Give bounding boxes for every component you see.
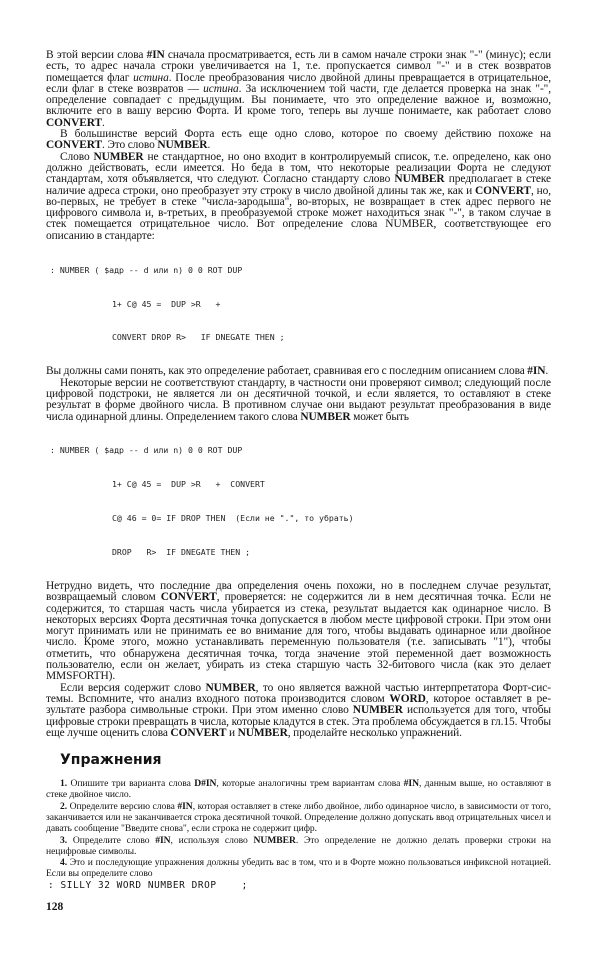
text-run: может быть: [350, 410, 409, 423]
exercises-heading: Упражнения: [60, 752, 162, 769]
text-run: , то оно является важной частью интерпретатора Форт-системы. Вспомните, что анализ входного потока производится словом: [46, 681, 551, 705]
keyword: #IN: [146, 49, 165, 61]
paragraph-intro-in: [46, 50, 551, 129]
keyword: CONVERT: [474, 184, 531, 197]
text-run: Определите версию слова: [67, 800, 178, 812]
text-run: , которая оставляет в стеке либо двойное, либо одинарное число, в зависимости от того, заканчивается или не заканчивается строка десятичной точкой. Определение должно допускать ввод отрицательных чисел и давать сообщение "Введите снова", если строка не содержит цифр.: [46, 800, 551, 835]
paragraph-number-standard: [46, 152, 551, 242]
exercise-1: [46, 778, 551, 801]
keyword: CONVERT: [46, 139, 102, 152]
text-run: , которое оставляет в результате разбора символьные строки. При этом именно слово: [46, 692, 551, 717]
keyword: NUMBER: [300, 410, 351, 423]
text-run: используется для того, чтобы цифровые строки превращать в числа, которые кладутся в стек. Эта проблема обсуждается в гл.15. Чтобы еще лучше оценить слова: [46, 704, 551, 739]
text-run: Если версия содержит слово: [60, 681, 206, 694]
keyword: #IN: [527, 365, 546, 378]
paragraph-comparison-explained: [46, 581, 551, 683]
exercise-number: 1.: [60, 778, 68, 790]
keyword: NUMBER: [93, 150, 144, 163]
text-run: сначала просматривается, есть ли в самом начале строки знак "-" (минус); если есть, то адрес начала строки увеличивается на 1, т.е. пропускается символ "-" и в стек возвратов помещается флаг: [46, 49, 551, 84]
exercise-number: 3.: [60, 834, 68, 846]
text-run: , проделайте несколько упражнений.: [287, 726, 462, 739]
code-line: 1+ C@ 45 = DUP >R +: [112, 298, 221, 309]
keyword: #IN: [177, 800, 193, 812]
page-number: 128: [46, 900, 64, 913]
code-number-decimal: [46, 423, 551, 581]
paragraph-convert-similar: [46, 129, 551, 152]
text-run: .: [102, 116, 105, 129]
text-run: Это и последующие упражнения должны убедить вас в том, что и в Форте можно пользоваться инфиксной нотацией. Если вы определите слово: [46, 857, 551, 880]
text-run: Нетрудно видеть, что последние два определения очень похожи, но в последнем случае результат, возвращаемый словом: [46, 579, 551, 604]
exercise-4: [46, 857, 551, 880]
exercise-number: 4.: [60, 857, 68, 869]
code-line: C@ 46 = 0= IF DROP THEN (Если не ".", то убрать): [112, 513, 354, 524]
text-run: В большинстве версий Форта есть еще одно слово, которое по своему действию похоже на: [60, 128, 551, 141]
text-run: , но, во-первых, не требует в стеке "числа-зародыша", во-вторых, не возвращает в стек адрес первого не цифрового символа и, в-третьих, в преобразуемой строке может находиться знак "-", в таком случае в стек помещается отрицательное число. Вот определение слова NUMBER, соответствующее его описанию в стандарте:: [46, 184, 552, 242]
text-run: Вы должны сами понять, как это определение работает, сравнивая его с последним описанием слова: [46, 365, 528, 378]
exercise-3: [46, 835, 551, 858]
paragraph-nonstandard-versions: [46, 378, 551, 423]
keyword: CONVERT: [170, 726, 227, 739]
keyword: #IN: [403, 778, 419, 790]
emphasis: истина: [133, 71, 169, 84]
keyword: NUMBER: [205, 681, 256, 694]
text-run: , проверяется: не содержится ли в нем десятичная точка. Если не содержится, то старшая часть числа убирается из стека, результат выдается как одинарное число. В некоторых версиях Форта десятичная точка допускается в любом месте цифровой строки. При этом они могут принимать или не принимать ее во внимание для того, чтобы выдавать одинарное или двойное число. Кроме этого, можно устанавливать переменную пользователя (т.е. записывать "1"), чтобы отметить, что обнаружена десятичная точка, тогда значение этой переменной дает возможность пользователю, если он желает, убирать из стека старшую часть 32-битового числа (как это делает MMSFORTH).: [46, 591, 551, 683]
text-run: .: [545, 365, 549, 378]
code-line: : NUMBER ( $адр -- d или n) 0 0 ROT DUP: [50, 264, 243, 275]
text-run: , используя слово: [170, 834, 254, 846]
text-run: В этой версии слова: [46, 49, 147, 61]
text-run: и: [226, 726, 238, 739]
code-number-standard: [46, 242, 551, 366]
text-run: Некоторые версии не соответствуют стандарту, в частности они проверяют символ; следующий после цифровой подстроки, не является ли он десятичной точкой, и если является, то оставляют в стеке результат в форме двойного числа. В противном случае они выдают результат преобразования в виде числа одинарной длины. Определением такого слова: [46, 376, 551, 423]
text-run: .: [207, 139, 211, 152]
keyword: NUMBER: [157, 139, 208, 152]
keyword: NUMBER: [352, 704, 403, 717]
text-run: Определите слово: [67, 834, 156, 846]
text-run: . После преобразования число двойной длины превращается в отрицательное, если флаг в стеке возвратов —: [46, 71, 552, 95]
keyword: WORD: [389, 692, 426, 705]
text-run: , которые аналогичны трем вариантам слова: [216, 778, 404, 790]
text-run: . Это слово: [102, 139, 158, 152]
code-line: 1+ C@ 45 = DUP >R + CONVERT: [112, 479, 265, 490]
keyword: NUMBER: [394, 173, 445, 186]
keyword: CONVERT: [46, 116, 102, 129]
code-line: DROP R> IF DNEGATE THEN ;: [112, 547, 251, 558]
code-line: : NUMBER ( $адр -- d или n) 0 0 ROT DUP: [50, 445, 243, 456]
keyword: NUMBER: [253, 834, 296, 846]
emphasis: истина: [203, 82, 239, 95]
text-run: . Это определение не должно делать проверки строки на нецифровые символы.: [46, 834, 552, 857]
keyword: NUMBER: [237, 726, 288, 739]
keyword: D#IN: [194, 778, 217, 790]
text-run: не стандартное, но оно входит в контролируемый список, т.е. определено, как оно должно действовать, если имеется. Но беда в том, что некоторые реализации Форта не следуют стандартам, хотя объявляется, что следуют. Согласно стандарту слово: [46, 150, 551, 186]
text-run: . За исключением той части, где делается проверка на знак "-", определение совпадает с предыдущим. Вы понимаете, что это определение важное и, возможно, включите его в вашу версию Форта. И кроме того, теперь вы лучше понимаете, как работает слово: [46, 82, 551, 118]
exercise-number: 2.: [60, 800, 68, 812]
text-run: , данным выше, но оставляют в стеке двойное число.: [46, 778, 552, 801]
text-run: Опишите три варианта слова: [67, 778, 195, 790]
paragraph-interpreter: [46, 683, 551, 739]
code-line: CONVERT DROP R> IF DNEGATE THEN ;: [112, 332, 285, 343]
keyword: CONVERT: [160, 591, 217, 604]
keyword: #IN: [155, 834, 171, 846]
text-run: Слово: [60, 150, 94, 163]
text-run: предполагает в стеке наличие адреса строки, оно преобразует эту строку в число двойной длины так же, как и: [46, 173, 552, 197]
exercise-2: [46, 801, 551, 835]
code-silly: : SILLY 32 WORD NUMBER DROP ;: [48, 879, 248, 891]
